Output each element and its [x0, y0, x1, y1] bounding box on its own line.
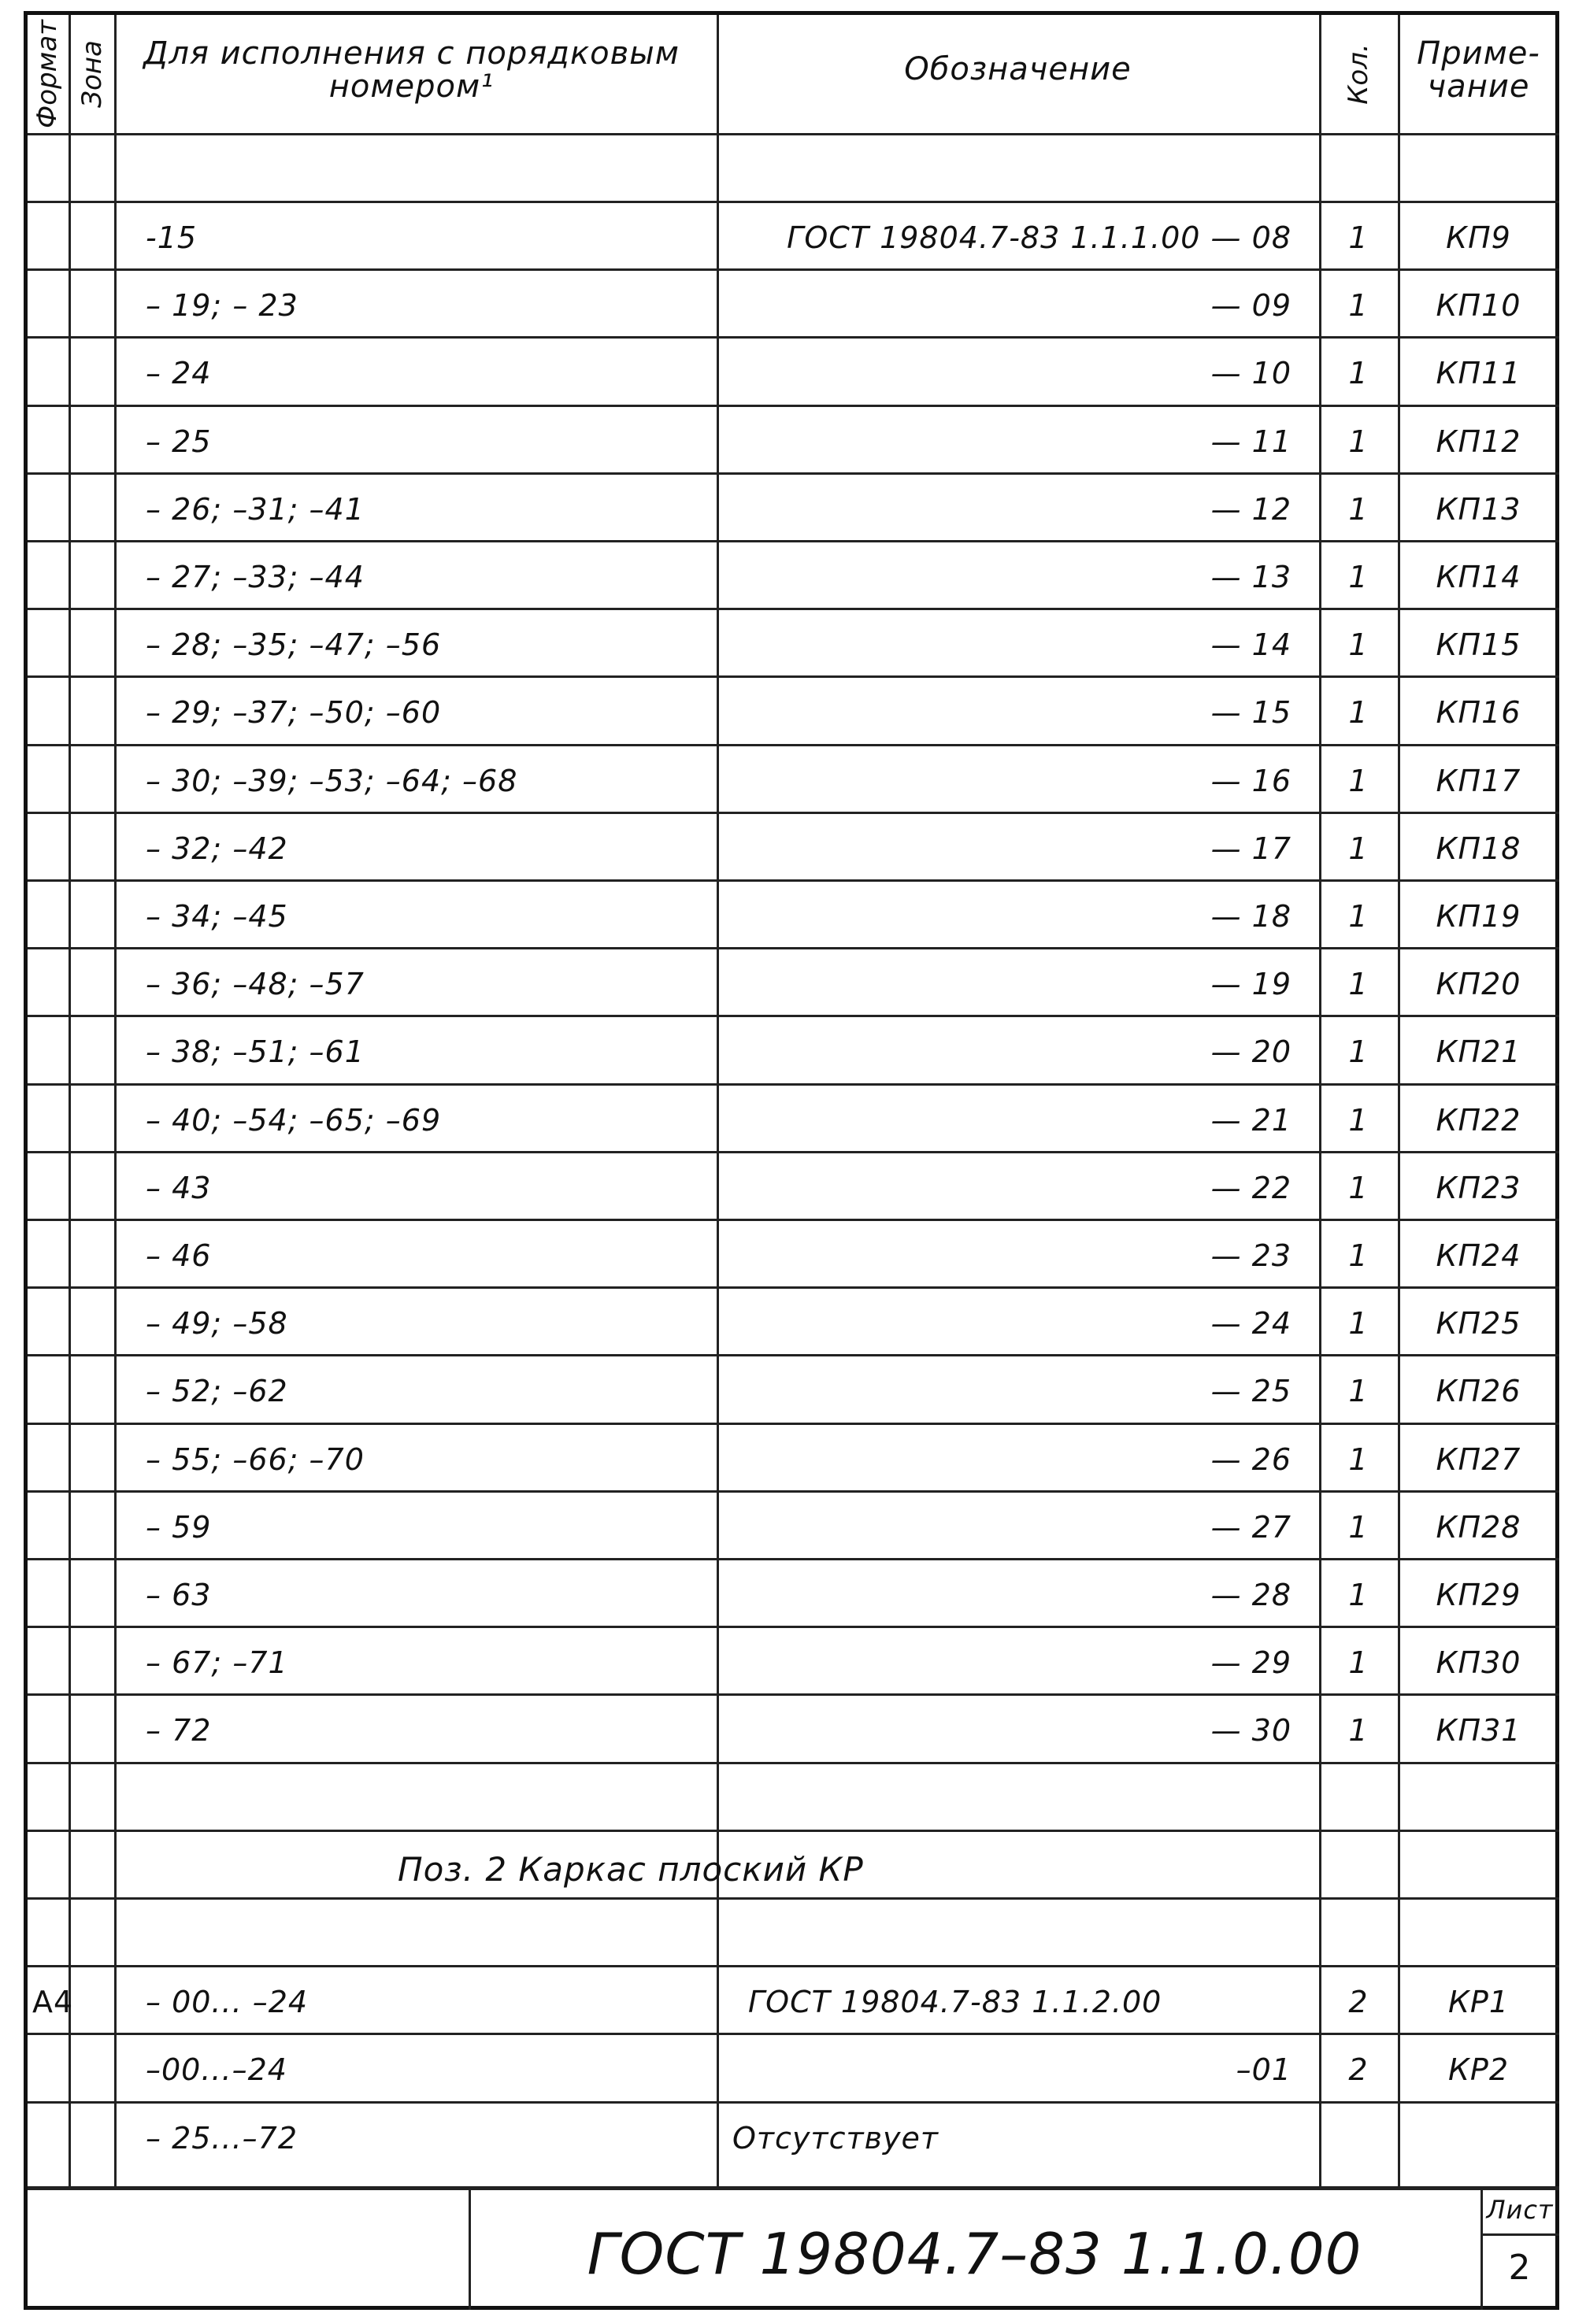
- note-cell: КП22: [1436, 1102, 1521, 1138]
- qty-cell: 1: [1348, 627, 1369, 663]
- title-block-divider: [1480, 2233, 1559, 2236]
- designation-cell: — 15: [1210, 695, 1292, 731]
- designation-cell: — 25: [1210, 1374, 1292, 1409]
- designation-cell: — 13: [1210, 560, 1292, 594]
- qty-cell: 1: [1348, 220, 1369, 255]
- designation-cell: — 24: [1210, 1306, 1292, 1341]
- execution-cell: – 19; – 23: [146, 288, 298, 324]
- row-divider: [28, 608, 1559, 610]
- row-divider: [28, 1151, 1559, 1153]
- note-cell: КП24: [1436, 1238, 1521, 1273]
- row-divider: [28, 744, 1559, 746]
- designation-cell: — 19: [1210, 967, 1292, 1002]
- note-cell: КП13: [1436, 491, 1521, 527]
- qty-cell: 1: [1348, 1306, 1369, 1341]
- row-divider: [28, 1897, 1559, 1900]
- qty-cell: 1: [1348, 1441, 1369, 1477]
- qty-cell: 1: [1348, 899, 1369, 934]
- execution-cell: – 29; –37; –50; –60: [146, 695, 442, 731]
- format-cell: А4: [32, 1985, 74, 2020]
- execution-cell: – 00... –24: [146, 1985, 309, 2020]
- row-divider: [28, 405, 1559, 407]
- qty-cell: 1: [1348, 288, 1369, 324]
- column-divider: [1319, 15, 1321, 2186]
- row-divider: [28, 336, 1559, 339]
- row-divider: [28, 947, 1559, 949]
- row-divider: [28, 1423, 1559, 1425]
- execution-cell: – 36; –48; –57: [146, 967, 365, 1002]
- note-cell: КП26: [1436, 1374, 1521, 1409]
- note-cell: КП28: [1436, 1509, 1521, 1545]
- designation-cell: — 18: [1210, 899, 1292, 934]
- designation-cell: — 16: [1210, 763, 1292, 798]
- qty-cell: 1: [1348, 1645, 1369, 1681]
- qty-cell: 1: [1348, 1509, 1369, 1545]
- note-cell: КР2: [1447, 2052, 1510, 2088]
- execution-cell: – 30; –39; –53; –64; –68: [146, 763, 518, 798]
- note-cell: КП17: [1436, 763, 1521, 798]
- execution-cell: –00...–24: [146, 2052, 287, 2088]
- designation-cell: — 12: [1210, 491, 1292, 527]
- row-divider: [28, 1693, 1559, 1696]
- sheet-number: 2: [1508, 2248, 1532, 2288]
- note-cell: КП30: [1436, 1645, 1521, 1681]
- row-divider: [28, 1015, 1559, 1017]
- qty-cell: 1: [1348, 1170, 1369, 1205]
- note-cell: КП21: [1436, 1034, 1521, 1070]
- qty-cell: 1: [1348, 763, 1369, 798]
- row-divider: [28, 1490, 1559, 1493]
- column-divider: [1398, 15, 1400, 2186]
- qty-cell: 1: [1348, 424, 1369, 459]
- designation-cell: — 23: [1210, 1238, 1292, 1273]
- execution-cell: – 67; –71: [146, 1645, 288, 1681]
- execution-cell: – 72: [146, 1713, 212, 1749]
- row-divider: [28, 1626, 1559, 1628]
- qty-cell: 1: [1348, 695, 1369, 731]
- row-divider: [28, 2033, 1559, 2035]
- execution-cell: – 26; –31; –41: [146, 491, 365, 527]
- header-designation: Обозначение: [904, 51, 1132, 87]
- qty-cell: 1: [1348, 967, 1369, 1002]
- note-cell: КП10: [1436, 288, 1521, 324]
- designation-cell: — 14: [1210, 627, 1292, 663]
- row-divider: [28, 1083, 1559, 1086]
- note-cell: КП11: [1436, 356, 1521, 391]
- header-execution: Для исполнения с порядковым номером¹: [143, 35, 680, 105]
- header-note: Приме- чание: [1417, 35, 1540, 105]
- qty-cell: 1: [1348, 560, 1369, 594]
- designation-cell: — 10: [1210, 356, 1292, 391]
- sheet-label: Лист: [1486, 2195, 1554, 2225]
- note-cell: КП15: [1436, 627, 1521, 663]
- note-cell: КП14: [1436, 560, 1521, 594]
- execution-cell: -15: [146, 220, 198, 255]
- designation-cell: Отсутствует: [732, 2120, 939, 2156]
- row-divider: [28, 1830, 1559, 1832]
- qty-cell: 1: [1348, 1578, 1369, 1612]
- execution-cell: – 24: [146, 356, 212, 391]
- execution-cell: – 38; –51; –61: [146, 1034, 365, 1070]
- execution-cell: – 25...–72: [146, 2120, 298, 2156]
- designation-cell: — 21: [1210, 1102, 1292, 1138]
- note-cell: КП27: [1436, 1441, 1521, 1477]
- row-divider: [28, 675, 1559, 678]
- qty-cell: 2: [1348, 1985, 1369, 2020]
- header-divider: [28, 133, 1559, 135]
- designation-cell: — 30: [1210, 1713, 1292, 1749]
- note-cell: КП12: [1436, 424, 1521, 459]
- note-cell: КП9: [1446, 220, 1511, 255]
- section-title: Поз. 2 Каркас плоский КР: [398, 1849, 864, 1889]
- row-divider: [28, 1965, 1559, 1967]
- row-divider: [28, 1762, 1559, 1764]
- designation-cell: — 09: [1210, 288, 1292, 324]
- designation-cell: — 11: [1210, 424, 1292, 459]
- designation-cell: ГОСТ 19804.7-83 1.1.2.00: [748, 1985, 1162, 2020]
- execution-cell: – 49; –58: [146, 1306, 288, 1341]
- row-divider: [28, 1219, 1559, 1221]
- spec-sheet: [24, 11, 1559, 2310]
- note-cell: КП18: [1436, 831, 1521, 866]
- document-number: ГОСТ 19804.7–83 1.1.0.00: [587, 2221, 1362, 2287]
- designation-cell: — 17: [1210, 831, 1292, 866]
- row-divider: [28, 1354, 1559, 1356]
- row-divider: [28, 879, 1559, 882]
- note-cell: КП25: [1436, 1306, 1521, 1341]
- row-divider: [28, 1286, 1559, 1289]
- row-divider: [28, 1558, 1559, 1560]
- designation-cell: — 26: [1210, 1441, 1292, 1477]
- designation-cell: — 28: [1210, 1578, 1292, 1612]
- note-cell: КП23: [1436, 1170, 1521, 1205]
- note-cell: КР1: [1447, 1985, 1510, 2020]
- note-cell: КП31: [1436, 1713, 1521, 1749]
- row-divider: [28, 812, 1559, 814]
- row-divider: [28, 472, 1559, 475]
- qty-cell: 2: [1348, 2052, 1369, 2088]
- execution-cell: – 27; –33; –44: [146, 560, 365, 594]
- qty-cell: 1: [1348, 491, 1369, 527]
- title-block-divider: [28, 2186, 1559, 2190]
- header-zone: Зона: [76, 40, 108, 108]
- qty-cell: 1: [1348, 1713, 1369, 1749]
- header-qty: Кол.: [1343, 43, 1374, 105]
- execution-cell: – 40; –54; –65; –69: [146, 1102, 442, 1138]
- qty-cell: 1: [1348, 1374, 1369, 1409]
- designation-cell: –01: [1236, 2052, 1292, 2088]
- designation-cell: — 22: [1210, 1170, 1292, 1205]
- note-cell: КП29: [1436, 1578, 1521, 1612]
- row-divider: [28, 201, 1559, 203]
- row-divider: [28, 540, 1559, 542]
- execution-cell: – 32; –42: [146, 831, 288, 866]
- execution-cell: – 55; –66; –70: [146, 1441, 365, 1477]
- row-divider: [28, 268, 1559, 271]
- execution-cell: – 46: [146, 1238, 212, 1273]
- designation-cell: ГОСТ 19804.7-83 1.1.1.00 — 08: [787, 220, 1292, 255]
- column-divider: [69, 15, 71, 2186]
- designation-cell: — 27: [1210, 1509, 1292, 1545]
- designation-cell: — 29: [1210, 1645, 1292, 1681]
- execution-cell: – 25: [146, 424, 212, 459]
- qty-cell: 1: [1348, 1034, 1369, 1070]
- designation-cell: — 20: [1210, 1034, 1292, 1070]
- execution-cell: – 63: [146, 1578, 212, 1612]
- execution-cell: – 43: [146, 1170, 212, 1205]
- execution-cell: – 28; –35; –47; –56: [146, 627, 442, 663]
- execution-cell: – 52; –62: [146, 1374, 288, 1409]
- qty-cell: 1: [1348, 831, 1369, 866]
- qty-cell: 1: [1348, 1102, 1369, 1138]
- qty-cell: 1: [1348, 356, 1369, 391]
- row-divider: [28, 2101, 1559, 2104]
- execution-cell: – 59: [146, 1509, 212, 1545]
- execution-cell: – 34; –45: [146, 899, 288, 934]
- header-format: Формат: [32, 20, 63, 128]
- column-divider: [114, 15, 117, 2186]
- note-cell: КП19: [1436, 899, 1521, 934]
- qty-cell: 1: [1348, 1238, 1369, 1273]
- note-cell: КП20: [1436, 967, 1521, 1002]
- note-cell: КП16: [1436, 695, 1521, 731]
